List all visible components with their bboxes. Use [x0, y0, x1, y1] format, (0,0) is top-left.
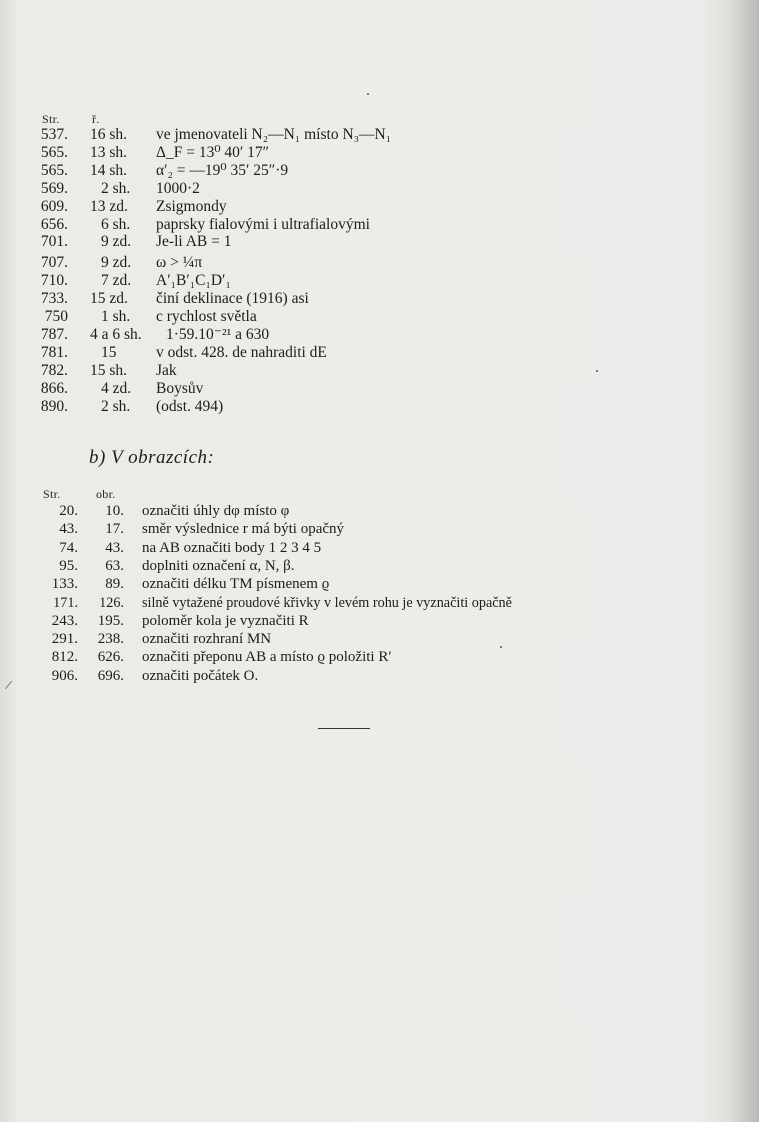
line-reference: 2 sh.: [101, 180, 131, 197]
correction-text: označiti počátek O.: [142, 668, 259, 684]
correction-text: c rychlost světla: [156, 308, 257, 325]
page-number: 707.: [40, 254, 68, 271]
figure-number: 10.: [105, 503, 124, 519]
correction-text: Boysův: [156, 380, 204, 397]
header-line: ř.: [92, 112, 100, 126]
correction-text: α′₂ = —19⁰ 35′ 25″·9: [156, 162, 289, 179]
errata-row: [0, 398, 740, 416]
errata-row: [0, 308, 740, 326]
correction-text: silně vytažené proudové křivky v levém rohu je vyznačiti opačně: [142, 595, 512, 611]
correction-text: činí deklinace (1916) asi: [156, 290, 309, 307]
line-reference: 7 zd.: [101, 272, 132, 289]
errata-row: [0, 254, 740, 272]
scan-speck: [367, 93, 369, 95]
figure-errata-row: [0, 520, 745, 538]
line-reference: 16 sh.: [90, 126, 128, 143]
correction-text: směr výslednice r má býti opačný: [142, 521, 345, 537]
figure-number: 43.: [105, 540, 124, 556]
figure-errata-row: [0, 648, 745, 666]
correction-text: označiti přeponu AB a místo ϱ položiti R′: [142, 649, 392, 665]
figure-number: 89.: [105, 576, 124, 592]
line-reference: 15: [101, 344, 117, 361]
errata-row: [0, 233, 740, 251]
line-reference: 6 sh.: [101, 216, 131, 233]
line-reference: 13 zd.: [90, 198, 128, 215]
page-number: 733.: [40, 290, 68, 307]
figure-errata-row: [0, 557, 745, 575]
page-number: 74.: [59, 540, 78, 556]
figure-number: 626.: [97, 649, 124, 665]
errata-row: [0, 144, 740, 162]
page-number: 890.: [40, 398, 68, 415]
page-number: 565.: [40, 144, 68, 161]
page-number: 569.: [40, 180, 68, 197]
errata-row: [0, 126, 740, 144]
errata-row: [0, 362, 740, 380]
page-number: 291.: [51, 631, 78, 647]
page-number: 43.: [59, 521, 78, 537]
errata-row: [0, 380, 740, 398]
page-number: 243.: [51, 613, 78, 629]
page-number: 866.: [40, 380, 68, 397]
line-reference: 9 zd.: [101, 233, 132, 250]
figure-errata-row: [0, 667, 745, 685]
figure-errata-row: [0, 594, 745, 612]
correction-text: A′₁B′₁C₁D′₁: [156, 272, 231, 289]
page-number: 656.: [40, 216, 68, 233]
figure-errata-row: [0, 575, 745, 593]
line-reference: 9 zd.: [101, 254, 132, 271]
page-number: 20.: [59, 503, 78, 519]
figure-errata-row: [0, 630, 745, 648]
page-number: 171.: [53, 595, 78, 611]
line-reference: 1 sh.: [101, 308, 131, 325]
figure-number: 126.: [99, 595, 124, 611]
figure-number: 63.: [105, 558, 124, 574]
correction-text: doplniti označení α, N, β.: [142, 558, 295, 574]
figure-errata-row: [0, 539, 745, 557]
errata-row: [0, 162, 740, 180]
header-page: Str.: [42, 112, 60, 126]
line-reference: 4 zd.: [101, 380, 132, 397]
page-number: 812.: [51, 649, 78, 665]
correction-text: označiti úhly dφ místo φ: [142, 503, 290, 519]
correction-text: na AB označiti body 1 2 3 4 5: [142, 540, 322, 556]
line-reference: 4 a 6 sh.: [90, 326, 142, 343]
line-reference: 13 sh.: [90, 144, 128, 161]
figure-number: 17.: [105, 521, 124, 537]
line-reference: 15 sh.: [90, 362, 128, 379]
page-number: 781.: [40, 344, 68, 361]
page-number: 787.: [40, 326, 68, 343]
correction-text: 1000·2: [156, 180, 200, 197]
correction-text: označiti délku TM písmenem ϱ: [142, 576, 330, 592]
scan-speck: [500, 646, 502, 648]
correction-text: označiti rozhraní MN: [142, 631, 272, 647]
figure-number: 195.: [97, 613, 124, 629]
page-number: 701.: [40, 233, 68, 250]
correction-text: ve jmenovateli N₂—N₁ místo N₃—N₁: [156, 126, 392, 143]
correction-text: v odst. 428. de nahraditi dE: [156, 344, 327, 361]
correction-text: (odst. 494): [156, 398, 224, 415]
errata-row: [0, 326, 740, 344]
figure-number: 238.: [97, 631, 124, 647]
line-reference: 2 sh.: [101, 398, 131, 415]
correction-text: paprsky fialovými i ultrafialovými: [156, 216, 370, 233]
correction-text: Zsigmondy: [156, 198, 227, 215]
correction-text: 1·59.10⁻²¹ a 630: [166, 326, 270, 343]
errata-row: [0, 290, 740, 308]
errata-row: [0, 198, 740, 216]
page-number: 710.: [40, 272, 68, 289]
page-number: 133.: [51, 576, 78, 592]
errata-row: [0, 272, 740, 290]
figure-errata-row: [0, 502, 745, 520]
errata-row: [0, 180, 740, 198]
page-number: 782.: [40, 362, 68, 379]
page-number: 906.: [51, 668, 78, 684]
figure-number: 696.: [97, 668, 124, 684]
errata-row: [0, 344, 740, 362]
scan-speck: [596, 370, 598, 372]
line-reference: 14 sh.: [90, 162, 128, 179]
line-reference: 15 zd.: [90, 290, 128, 307]
header-figure: obr.: [96, 487, 116, 501]
correction-text: ω > ¼π: [156, 254, 203, 271]
page-number: 750: [44, 308, 68, 325]
correction-text: poloměr kola je vyznačiti R: [142, 613, 309, 629]
closing-rule: [318, 728, 370, 729]
page-number: 95.: [59, 558, 78, 574]
page-number: 609.: [40, 198, 68, 215]
header-page-b: Str.: [43, 487, 61, 501]
correction-text: Δ_F = 13⁰ 40′ 17″: [156, 144, 270, 161]
page-number: 565.: [40, 162, 68, 179]
correction-text: Je-li AB = 1: [156, 233, 232, 250]
page-number: 537.: [40, 126, 68, 143]
section-b-title: b) V obrazcích:: [89, 447, 215, 468]
figure-errata-row: [0, 612, 745, 630]
correction-text: Jak: [156, 362, 177, 379]
errata-row: [0, 216, 740, 234]
